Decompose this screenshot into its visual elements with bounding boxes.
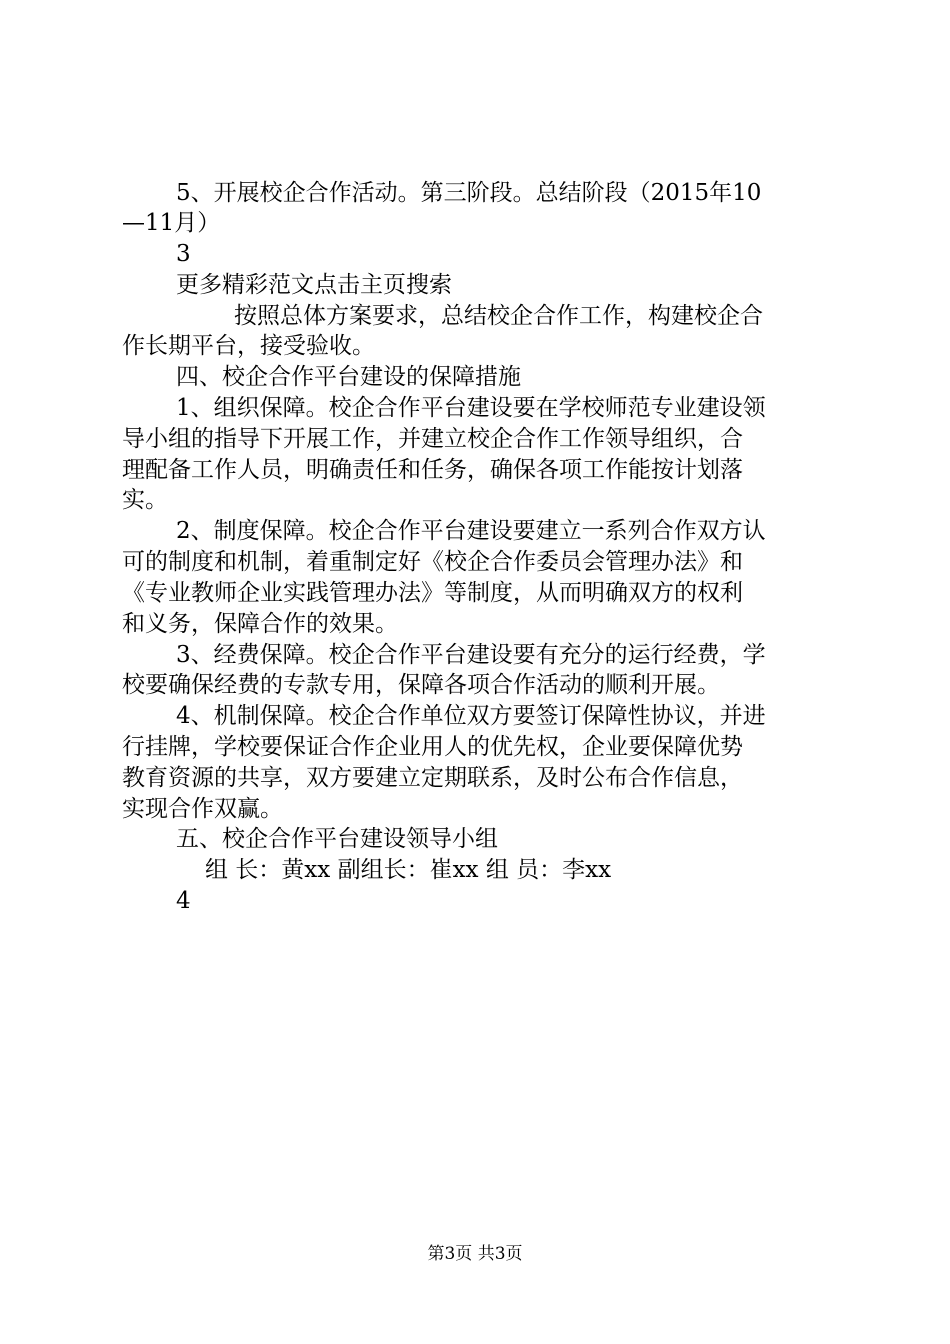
text-line-6: 作长期平台，接受验收。	[122, 333, 375, 359]
text-line-18: 4、机制保障。校企合作单位双方要签订保障性协议，并进	[176, 703, 766, 729]
promo-text: 更多精彩范文点击主页搜索	[176, 272, 452, 298]
text-line-19: 行挂牌，学校要保证合作企业用人的优先权，企业要保障优势	[122, 734, 743, 760]
text-line-17: 校要确保经费的专款专用，保障各项合作活动的顺利开展。	[122, 672, 720, 698]
team-members-line: 组 长：黄xx 副组长：崔xx 组 员：李xx	[205, 857, 612, 883]
text-line-20: 教育资源的共享，双方要建立定期联系，及时公布合作信息，	[122, 765, 743, 791]
text-line-11: 实。	[122, 487, 168, 513]
text-line-10: 理配备工作人员，明确责任和任务，确保各项工作能按计划落	[122, 457, 743, 483]
page-number-marker: 4	[176, 888, 191, 914]
text-line-14: 《专业教师企业实践管理办法》等制度，从而明确双方的权利	[122, 580, 743, 606]
text-line-1: 5、开展校企合作活动。第三阶段。总结阶段（2015年10	[176, 180, 762, 206]
text-line-5: 按照总体方案要求，总结校企合作工作，构建校企合	[234, 303, 763, 329]
text-line-8: 1、组织保障。校企合作平台建设要在学校师范专业建设领	[176, 395, 766, 421]
text-line-12: 2、制度保障。校企合作平台建设要建立一系列合作双方认	[176, 518, 766, 544]
text-line-21: 实现合作双赢。	[122, 796, 283, 822]
page-footer: 第3页 共3页	[427, 1244, 523, 1264]
text-line-13: 可的制度和机制，着重制定好《校企合作委员会管理办法》和	[122, 549, 743, 575]
section-heading-5: 五、校企合作平台建设领导小组	[176, 826, 498, 852]
text-line-15: 和义务，保障合作的效果。	[122, 611, 398, 637]
section-heading-4: 四、校企合作平台建设的保障措施	[176, 364, 521, 390]
text-line-9: 导小组的指导下开展工作，并建立校企合作工作领导组织，合	[122, 426, 743, 452]
text-line-2: —11月）	[122, 210, 221, 236]
text-line-16: 3、经费保障。校企合作平台建设要有充分的运行经费，学	[176, 642, 766, 668]
page-number-marker: 3	[176, 241, 191, 267]
